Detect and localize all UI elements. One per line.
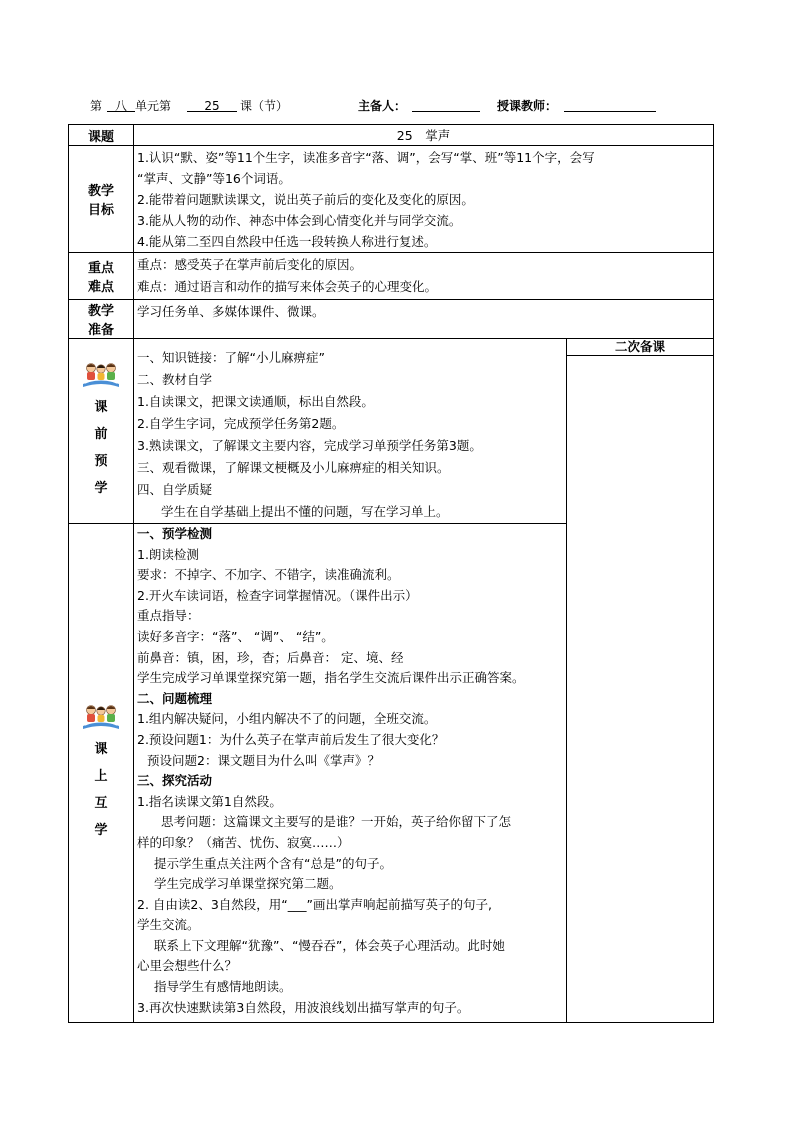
prep-label <box>69 300 134 339</box>
class-line: 1.朗读检测 <box>137 546 199 562</box>
teacher-label: 授课教师： <box>497 99 558 113</box>
class-line: 要求：不掉字、不加字、不错字，读准确流利。 <box>137 567 400 583</box>
class-line: 二、问题梳理 <box>137 690 213 706</box>
preparer-blank <box>412 97 480 112</box>
class-line: 一、预学检测 <box>137 526 213 541</box>
preview-row <box>69 339 714 524</box>
class-line: 提示学生重点关注两个含有“总是”的句子。 <box>154 855 392 871</box>
second-prep-column <box>567 339 714 1023</box>
preparer-label: 主备人： <box>358 99 407 113</box>
header-di: 第 <box>90 99 103 113</box>
class-line: 联系上下文理解“犹豫”、“慢吞吞”，体会英子心理活动。此时她 <box>154 937 505 953</box>
preview-content <box>134 339 567 524</box>
header-unit-lesson: 单元第 <box>135 99 172 113</box>
goal-item: 4.能从第二至四自然段中任选一段转换人称进行复述。 <box>137 234 437 249</box>
preview-label-1: 课 <box>94 400 108 415</box>
teacher-blank <box>564 97 656 112</box>
class-line: 预设问题2：课文题目为什么叫《掌声》？ <box>147 752 380 768</box>
class-line: 学生完成学习单课堂探究第一题，指名学生交流后课件出示正确答案。 <box>137 670 525 686</box>
class-line: 学生交流。 <box>137 917 200 933</box>
preview-line: 学生在自学基础上提出不懂的问题，写在学习单上。 <box>161 504 449 519</box>
preview-line: 四、自学质疑 <box>137 482 213 497</box>
preview-line: 1.自读课文，把课文读通顺，标出自然段。 <box>137 394 374 409</box>
key-row <box>69 253 714 300</box>
unit-number: 八 <box>107 97 135 112</box>
header-lesson-suffix: 课（节） <box>240 99 289 113</box>
goals-content <box>134 146 714 253</box>
class-line: 样的印象？（痛苦、忧伤、寂寞……） <box>137 834 350 850</box>
goal-item: 2.能带着问题默读课文，说出英子前后的变化及变化的原因。 <box>137 192 474 207</box>
preview-label-4: 学 <box>94 481 108 496</box>
prep-row <box>69 300 714 339</box>
class-line: 前鼻音：镇，困，珍，杳；后鼻音： 定、境、经 <box>137 649 404 665</box>
lesson-header <box>90 97 730 115</box>
class-label-cell <box>69 524 134 1023</box>
goal-item: 1.认识“默、姿”等11个生字，读准多音字“落、调”，会写“掌、班”等11个字，会写 <box>137 150 595 165</box>
class-line: 1.组内解决疑问，小组内解决不了的问题，全班交流。 <box>137 711 437 727</box>
key-label-line2: 难点 <box>87 280 114 295</box>
preview-line: 三、观看微课，了解课文梗概及小儿麻痹症的相关知识。 <box>137 460 450 475</box>
class-label-1: 课 <box>94 742 108 757</box>
class-label-3: 互 <box>94 796 108 811</box>
goals-label-line1: 教学 <box>87 184 114 199</box>
prep-label-line2: 准备 <box>87 323 114 338</box>
preview-label-3: 预 <box>94 454 108 469</box>
class-line: 3.再次快速默读第3自然段，用波浪线划出描写掌声的句子。 <box>137 999 470 1015</box>
children-reading-icon <box>79 360 123 390</box>
goals-label-line2: 目标 <box>87 203 114 218</box>
goal-item: 3.能从人物的动作、神态中体会到心情变化并与同学交流。 <box>137 213 462 228</box>
preview-line: 2.自学生字词，完成预学任务第2题。 <box>137 416 345 431</box>
class-line: 2.开火车读词语，检查字词掌握情况。（课件出示） <box>137 587 418 603</box>
preview-line: 二、教材自学 <box>137 372 213 387</box>
prep-content <box>134 300 714 339</box>
class-line: 三、探究活动 <box>137 773 213 789</box>
lesson-plan-table <box>68 124 714 1023</box>
key-label <box>69 253 134 300</box>
class-label-4: 学 <box>94 823 108 838</box>
class-line: 2.预设问题1：为什么英子在掌声前后发生了很大变化？ <box>137 731 445 747</box>
children-reading-icon <box>79 702 123 732</box>
second-prep-header: 二次备课 <box>567 339 713 356</box>
topic-label: 课题 <box>69 125 134 146</box>
topic-row <box>69 125 714 146</box>
class-line: 1.指名读课文第1自然段。 <box>137 793 282 809</box>
key-item: 难点：通过语言和动作的描写来体会英子的心理变化。 <box>137 279 438 294</box>
class-content <box>134 524 567 1023</box>
class-line: 指导学生有感情地朗读。 <box>154 979 292 995</box>
preview-label-cell <box>69 339 134 524</box>
preview-label-2: 前 <box>94 427 108 442</box>
class-line: 重点指导： <box>137 608 200 624</box>
class-label-2: 上 <box>94 769 108 784</box>
goals-row <box>69 146 714 253</box>
goals-label <box>69 146 134 253</box>
key-item: 重点：感受英子在掌声前后变化的原因。 <box>137 257 363 272</box>
key-content <box>134 253 714 300</box>
preview-line: 3.熟读课文，了解课文主要内容，完成学习单预学任务第3题。 <box>137 438 482 453</box>
class-line: 学生完成学习单课堂探究第二题。 <box>154 876 342 892</box>
topic-value: 25 掌声 <box>134 125 714 146</box>
preview-line: 一、知识链接：了解“小儿麻痹症” <box>137 350 325 365</box>
class-line: 读好多音字：“落”、 “调”、 “结”。 <box>137 628 334 644</box>
class-line: 心里会想些什么？ <box>137 958 238 974</box>
class-line: 2. 自由读2、3自然段，用“___”画出掌声响起前描写英子的句子, <box>137 896 492 912</box>
goal-item: “掌声、文静”等16个词语。 <box>137 171 291 186</box>
prep-value: 学习任务单、多媒体课件、微课。 <box>137 304 325 319</box>
key-label-line1: 重点 <box>87 261 114 276</box>
prep-label-line1: 教学 <box>87 304 114 319</box>
class-line: 思考问题：这篇课文主要写的是谁？一开始，英子给你留下了怎 <box>161 814 512 830</box>
lesson-number: 25 <box>187 97 237 112</box>
